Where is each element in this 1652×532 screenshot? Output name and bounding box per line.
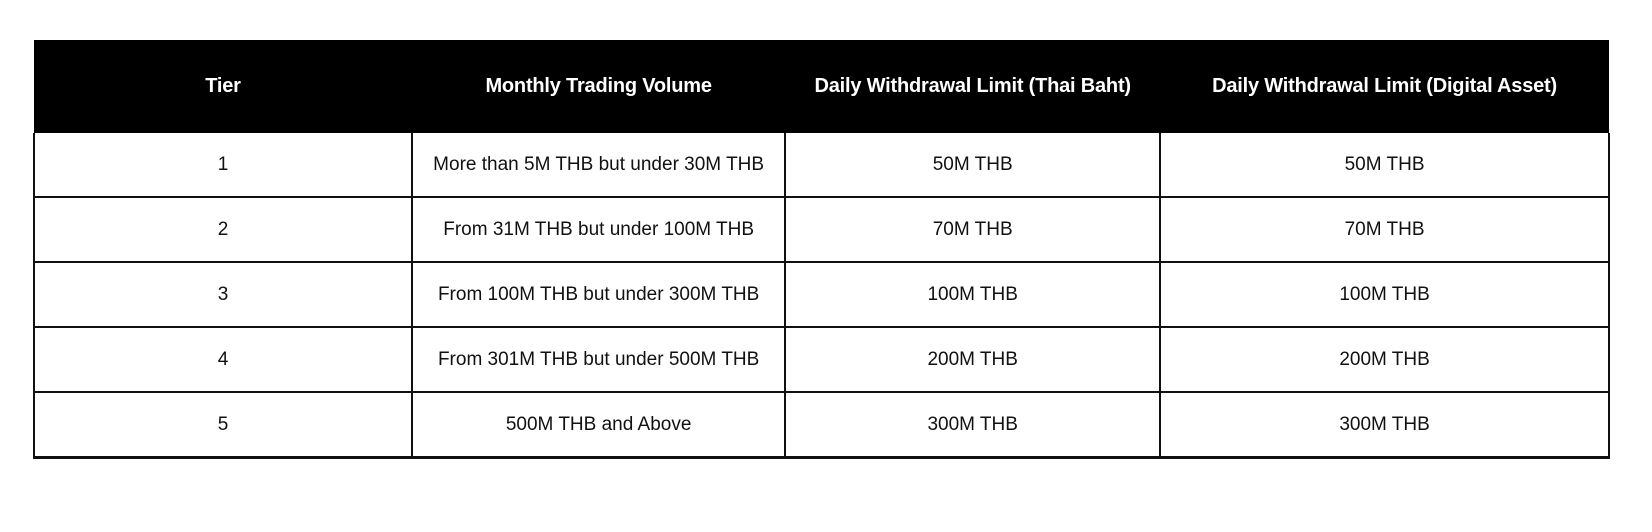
- cell-tier: 1: [34, 133, 412, 197]
- table-header-row: [34, 40, 1609, 133]
- table-row: [34, 133, 1609, 197]
- cell-monthly-trading-volume: From 301M THB but under 500M THB: [412, 327, 785, 392]
- column-header-tier: Tier: [34, 40, 412, 133]
- cell-monthly-trading-volume: 500M THB and Above: [412, 392, 785, 458]
- cell-daily-withdrawal-limit-digital-asset: 100M THB: [1160, 262, 1609, 327]
- column-header-monthly-trading-volume: Monthly Trading Volume: [412, 40, 785, 133]
- cell-monthly-trading-volume: From 100M THB but under 300M THB: [412, 262, 785, 327]
- cell-monthly-trading-volume: More than 5M THB but under 30M THB: [412, 133, 785, 197]
- cell-daily-withdrawal-limit-digital-asset: 300M THB: [1160, 392, 1609, 458]
- table-row: [34, 262, 1609, 327]
- withdrawal-limits-table-wrapper: [33, 40, 1610, 459]
- cell-daily-withdrawal-limit-digital-asset: 200M THB: [1160, 327, 1609, 392]
- column-header-daily-withdrawal-limit-thai-baht: Daily Withdrawal Limit (Thai Baht): [785, 40, 1160, 133]
- table-row: [34, 392, 1609, 458]
- cell-daily-withdrawal-limit-thb: 300M THB: [785, 392, 1160, 458]
- table-row: [34, 327, 1609, 392]
- cell-daily-withdrawal-limit-digital-asset: 50M THB: [1160, 133, 1609, 197]
- cell-daily-withdrawal-limit-digital-asset: 70M THB: [1160, 197, 1609, 262]
- cell-tier: 3: [34, 262, 412, 327]
- table-header: [34, 40, 1609, 133]
- cell-monthly-trading-volume: From 31M THB but under 100M THB: [412, 197, 785, 262]
- cell-tier: 5: [34, 392, 412, 458]
- column-header-daily-withdrawal-limit-digital-asset: Daily Withdrawal Limit (Digital Asset): [1160, 40, 1609, 133]
- table-row: [34, 197, 1609, 262]
- cell-tier: 2: [34, 197, 412, 262]
- table-body: [34, 133, 1609, 458]
- cell-daily-withdrawal-limit-thb: 200M THB: [785, 327, 1160, 392]
- withdrawal-limits-table: [33, 40, 1610, 459]
- cell-daily-withdrawal-limit-thb: 70M THB: [785, 197, 1160, 262]
- cell-daily-withdrawal-limit-thb: 50M THB: [785, 133, 1160, 197]
- cell-tier: 4: [34, 327, 412, 392]
- cell-daily-withdrawal-limit-thb: 100M THB: [785, 262, 1160, 327]
